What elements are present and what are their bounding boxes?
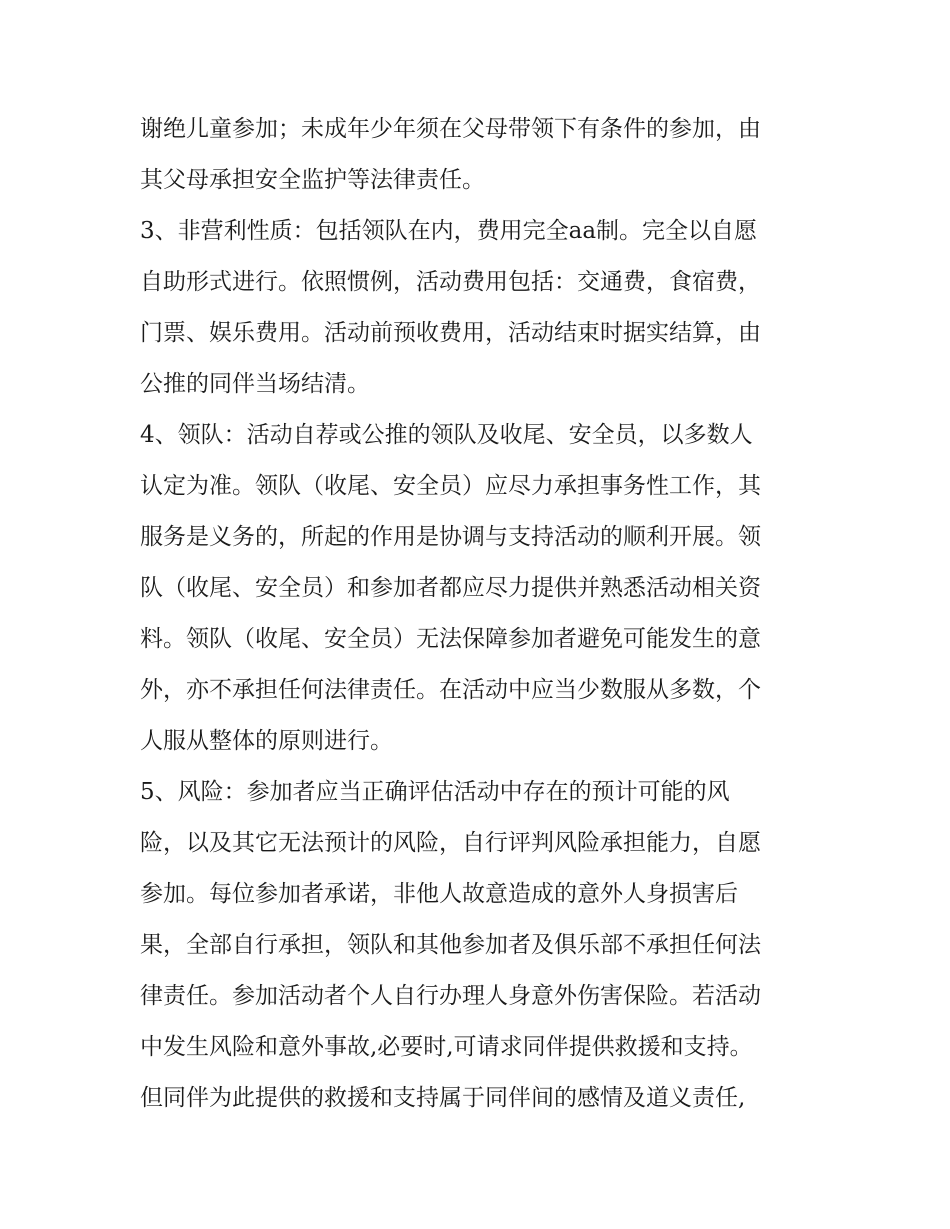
text-line: 谢绝儿童参加；未成年少年须在父母带领下有条件的参加，由 bbox=[140, 116, 761, 142]
text-line: 中发生风险和意外事故,必要时,可请求同伴提供救援和支持。 bbox=[140, 1034, 753, 1060]
text-line: 果，全部自行承担，领队和其他参加者及俱乐部不承担任何法 bbox=[140, 932, 761, 958]
text-line: 5、风险：参加者应当正确评估活动中存在的预计可能的风 bbox=[140, 779, 730, 805]
text-line: 3、非营利性质：包括领队在内，费用完全aa制。完全以自愿 bbox=[140, 218, 758, 244]
text-line: 料。领队（收尾、安全员）无法保障参加者避免可能发生的意 bbox=[140, 626, 761, 652]
text-line: 律责任。参加活动者个人自行办理人身意外伤害保险。若活动 bbox=[140, 983, 761, 1009]
text-line: 队（收尾、安全员）和参加者都应尽力提供并熟悉活动相关资 bbox=[140, 575, 761, 601]
text-line: 外，亦不承担任何法律责任。在活动中应当少数服从多数，个 bbox=[140, 677, 761, 703]
text-line: 门票、娱乐费用。活动前预收费用，活动结束时据实结算，由 bbox=[140, 320, 761, 346]
text-line: 自助形式进行。依照惯例，活动费用包括：交通费，食宿费， bbox=[140, 269, 761, 295]
text-line: 但同伴为此提供的救援和支持属于同伴间的感情及道义责任, bbox=[140, 1085, 746, 1111]
text-line: 公推的同伴当场结清。 bbox=[140, 371, 370, 397]
text-line: 认定为准。领队（收尾、安全员）应尽力承担事务性工作，其 bbox=[140, 473, 761, 499]
text-line: 参加。每位参加者承诺，非他人故意造成的意外人身损害后 bbox=[140, 881, 738, 907]
text-line: 服务是义务的，所起的作用是协调与支持活动的顺利开展。领 bbox=[140, 524, 761, 550]
text-line: 人服从整体的原则进行。 bbox=[140, 728, 393, 754]
text-line: 险，以及其它无法预计的风险，自行评判风险承担能力，自愿 bbox=[140, 830, 761, 856]
text-line: 4、领队：活动自荐或公推的领队及收尾、安全员，以多数人 bbox=[140, 422, 753, 448]
text-line: 其父母承担安全监护等法律责任。 bbox=[140, 167, 485, 193]
